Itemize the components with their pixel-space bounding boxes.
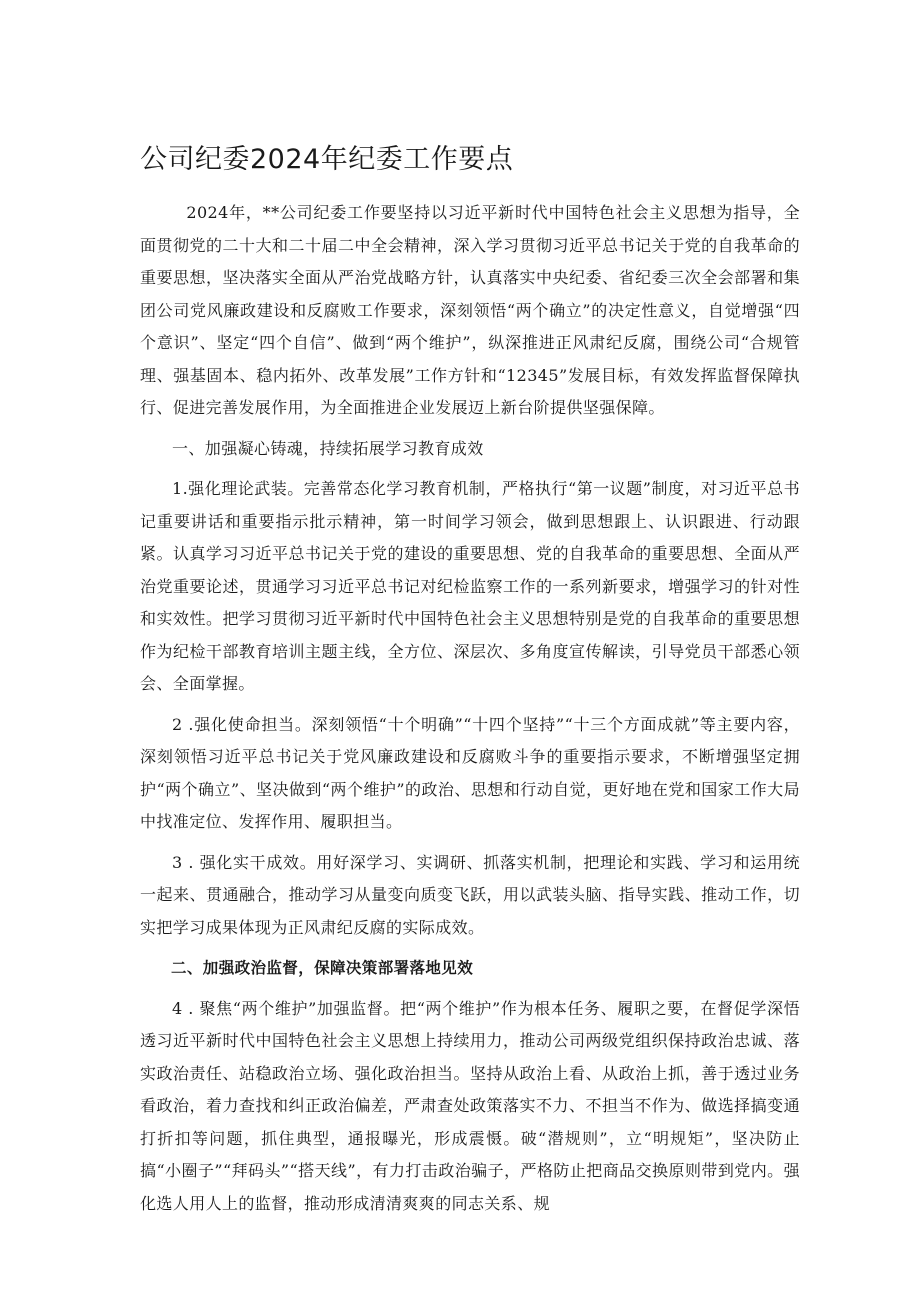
section-heading-1: 一、加强凝心铸魂，持续拓展学习教育成效 xyxy=(172,438,484,458)
item-paragraph-4: 4 . 聚焦“两个维护”加强监督。把“两个维护”作为根本任务、履职之要，在督促学深悟透习近平新时代中国特色社会主义思想上持续用力，推动公司两级党组织保持政治忠诚、落实政治责任、站稳政治立场、强化政治担当。坚持从政治上看、从政治上抓，善于透过业务看政治，着力查找和纠正政治偏差，严肃查处政策落实不力、不担当不作为、做选择搞变通打折扣等问题，抓住典型，通报曝光，形成震慑。破“潜规则”，立“明规矩”，坚决防止搞“小圈子”“拜码头”“搭天线”，有力打击政治骗子，严格防止把商品交换原则带到党内。强化选人用人上的监督，推动形成清清爽爽的同志关系、规 xyxy=(140,998,800,1213)
item-paragraph-3: 3 . 强化实干成效。用好深学习、实调研、抓落实机制，把理论和实践、学习和运用统一起来、贯通融合，推动学习从量变向质变飞跃，用以武装头脑、指导实践、推动工作，切实把学习成果体现为正风肃纪反腐的实际成效。 xyxy=(140,852,800,937)
document-body xyxy=(140,197,800,1220)
intro-paragraph: 2024年，**公司纪委工作要坚持以习近平新时代中国特色社会主义思想为指导，全面贯彻党的二十大和二十届二中全会精神，深入学习贯彻习近平总书记关于党的自我革命的重要思想，坚决落实全面从严治党战略方针，认真落实中央纪委、省纪委三次全会部署和集团公司党风廉政建设和反腐败工作要求，深刻领悟“两个确立”的决定性意义，自觉增强“四个意识”、坚定“四个自信”、做到“两个维护”，纵深推进正风肃纪反腐，围绕公司“合规管理、强基固本、稳内拓外、改革发展”工作方针和“12345”发展目标，有效发挥监督保障执行、促进完善发展作用，为全面推进企业发展迈上新台阶提供坚强保障。 xyxy=(140,203,800,417)
section-heading-2: 二、加强政治监督，保障决策部署落地见效 xyxy=(171,959,474,977)
item-paragraph-1: 1.强化理论武装。完善常态化学习教育机制，严格执行“第一议题”制度，对习近平总书记重要讲话和重要指示批示精神，第一时间学习领会，做到思想跟上、认识跟进、行动跟紧。认真学习习近平总书记关于党的建设的重要思想、党的自我革命的重要思想、全面从严治党重要论述，贯通学习习近平总书记对纪检监察工作的一系列新要求，增强学习的针对性和实效性。把学习贯彻习近平新时代中国特色社会主义思想特别是党的自我革命的重要思想作为纪检干部教育培训主题主线，全方位、深层次、多角度宣传解读，引导党员干部悉心领会、全面掌握。 xyxy=(140,479,800,693)
item-paragraph-2: 2 .强化使命担当。深刻领悟“十个明确”“十四个坚持”“十三个方面成就”等主要内容，深刻领悟习近平总书记关于党风廉政建设和反腐败斗争的重要指示要求，不断增强坚定拥护“两个确立”、坚决做到“两个维护”的政治、思想和行动自觉，更好地在党和国家工作大局中找准定位、发挥作用、履职担当。 xyxy=(140,714,800,831)
document-title: 公司纪委2024年纪委工作要点 xyxy=(140,144,514,175)
